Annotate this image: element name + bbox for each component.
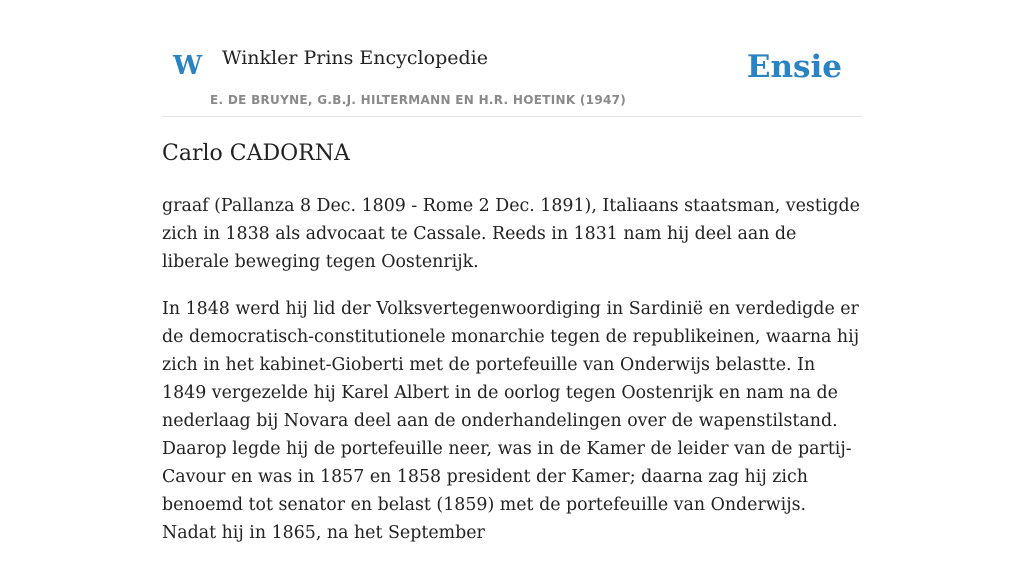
article-paragraph: graaf (Pallanza 8 Dec. 1809 - Rome 2 Dec. 1891), Italiaans staatsman, vestigde zich in 1838 als advocaat te Cassale. Reeds in 1831 nam hij deel aan de liberale beweging tegen Oostenrijk. (162, 196, 860, 272)
ensie-logo-link[interactable]: Ensie (746, 49, 842, 85)
article-paragraph: In 1848 werd hij lid der Volksvertegenwoordiging in Sardinië en verdedigde er de democratisch-constitutionele monarchie tegen de republikeinen, waarna hij zich in het kabinet-Gioberti met de portefeuille van Onderwijs belastte. In 1849 vergezelde hij Karel Albert in de oorlog tegen Oostenrijk en nam na de nederlaag bij Novara deel aan de onderhandelingen over de wapenstilstand. Daarop legde hij de portefeuille neer, was in de Kamer de leider van de partij-Cavour en was in 1857 en 1858 president der Kamer; daarna zag hij zich benoemd tot senator en belast (1859) met de portefeuille van Onderwijs. Nadat hij in 1865, na het September (162, 299, 860, 543)
article-title: Carlo CADORNA (162, 141, 350, 166)
source-authors: E. DE BRUYNE, G.B.J. HILTERMANN EN H.R. HOETINK (1947) (210, 93, 627, 107)
article-body (162, 192, 862, 566)
source-title-link[interactable]: Winkler Prins Encyclopedie (222, 47, 488, 69)
source-logo[interactable]: W (173, 51, 203, 81)
header (162, 36, 862, 117)
